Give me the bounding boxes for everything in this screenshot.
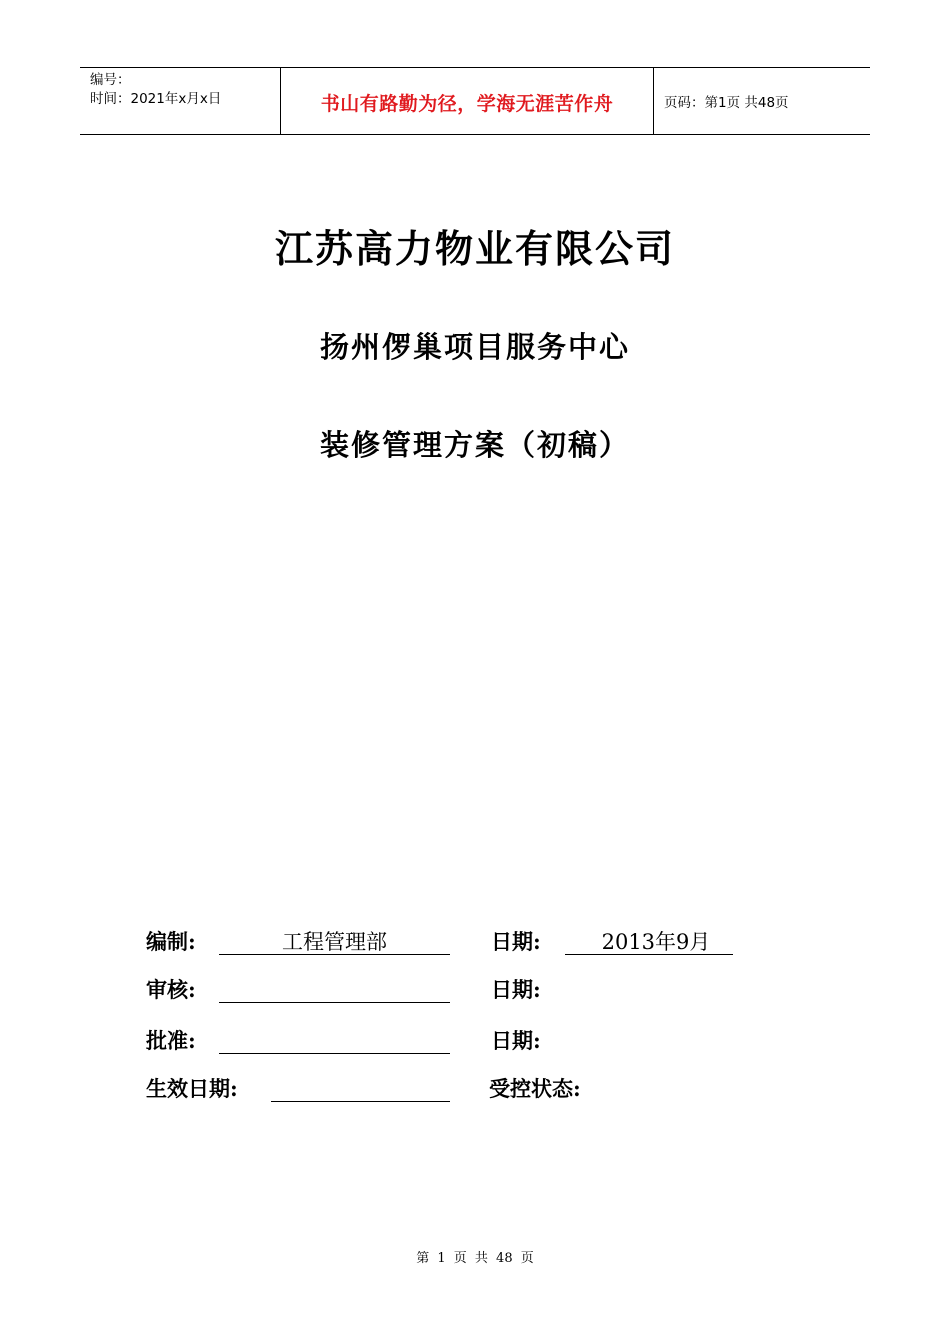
header-motto-cell bbox=[281, 68, 654, 134]
compiled-date-value: 2013年9月 bbox=[601, 930, 711, 954]
control-status-label: 受控状态: bbox=[489, 1076, 581, 1101]
effective-date-underline bbox=[271, 1101, 450, 1102]
document-code-label: 编号： bbox=[90, 72, 131, 88]
header-meta-cell bbox=[80, 68, 281, 134]
approved-label: 批准: bbox=[146, 1028, 196, 1053]
signoff-row-compiled bbox=[146, 926, 806, 958]
document-title: 装修管理方案（初稿） bbox=[319, 428, 630, 462]
signoff-row-effective bbox=[146, 1073, 806, 1105]
company-title: 江苏高力物业有限公司 bbox=[274, 226, 675, 271]
reviewed-underline bbox=[219, 1002, 450, 1003]
signoff-row-reviewed bbox=[146, 974, 806, 1006]
project-title: 扬州㑩巢项目服务中心 bbox=[319, 330, 630, 364]
compiled-value: 工程管理部 bbox=[282, 930, 387, 954]
effective-date-label: 生效日期: bbox=[146, 1076, 238, 1101]
page-footer: 第 1 页 共 48 页 bbox=[416, 1251, 534, 1266]
motto-text: 书山有路勤为径，学海无涯苦作舟 bbox=[320, 92, 614, 115]
document-time-label: 时间：2021年x月x日 bbox=[90, 91, 222, 107]
signoff-row-approved bbox=[146, 1025, 806, 1057]
page-header bbox=[80, 67, 870, 135]
compiled-date-label: 日期: bbox=[491, 929, 541, 954]
compiled-label: 编制: bbox=[146, 929, 196, 954]
header-page-cell bbox=[654, 68, 870, 134]
approved-date-label: 日期: bbox=[491, 1028, 541, 1053]
header-page-info: 页码：第1页 共48页 bbox=[664, 95, 789, 111]
reviewed-label: 审核: bbox=[146, 977, 196, 1002]
approved-underline bbox=[219, 1053, 450, 1054]
reviewed-date-label: 日期: bbox=[491, 977, 541, 1002]
